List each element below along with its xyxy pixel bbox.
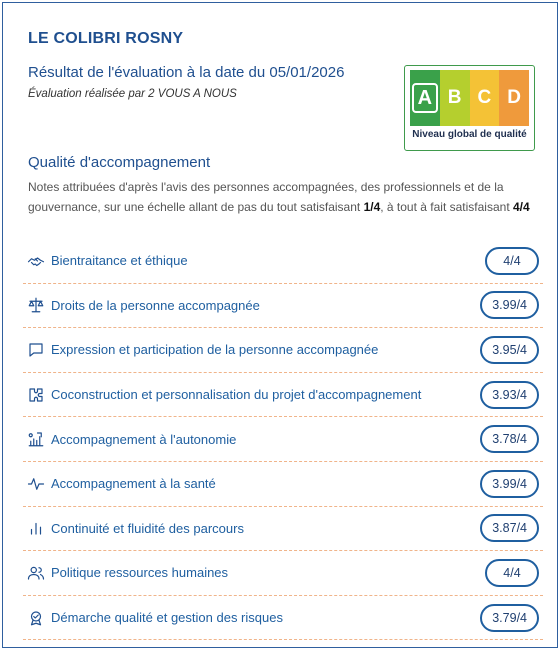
puzzle-icon xyxy=(23,386,51,404)
criterion-row[interactable] xyxy=(23,239,543,284)
quality-level-badge xyxy=(404,65,535,151)
criterion-label: Accompagnement à la santé xyxy=(51,476,216,492)
criterion-row[interactable] xyxy=(23,417,543,462)
heartbeat-icon xyxy=(23,475,51,493)
bar-chart-icon xyxy=(23,519,51,537)
evaluation-card xyxy=(2,2,558,648)
establishment-title: LE COLIBRI ROSNY xyxy=(28,30,184,47)
growth-chart-icon xyxy=(23,430,51,448)
criterion-label: Accompagnement à l'autonomie xyxy=(51,431,237,447)
badge-label: Niveau global de qualité xyxy=(412,129,527,140)
criterion-label: Bientraitance et éthique xyxy=(51,253,188,269)
criterion-row[interactable] xyxy=(23,462,543,507)
evaluator: Évaluation réalisée par 2 VOUS A NOUS xyxy=(28,88,237,100)
score-badge: 4/4 xyxy=(485,559,539,587)
criterion-row[interactable] xyxy=(23,507,543,552)
criterion-row[interactable] xyxy=(23,284,543,329)
handshake-icon xyxy=(23,252,51,270)
criterion-row[interactable] xyxy=(23,328,543,373)
section-description: Notes attribuées d'après l'avis des personnes accompagnées, des professionnels et de la gouvernance, sur une échelle allant de pas du tout satisfaisant 1/4, à tout à fait satisfaisant 4/4 xyxy=(28,180,530,214)
grade-a: A xyxy=(410,70,440,126)
criteria-list xyxy=(23,239,543,640)
grade-c: C xyxy=(470,70,500,126)
section-title: Qualité d'accompagnement xyxy=(28,154,211,171)
score-badge: 4/4 xyxy=(485,247,539,275)
max-score: 4/4 xyxy=(513,200,530,214)
quality-medal-icon xyxy=(23,609,51,627)
people-icon xyxy=(23,564,51,582)
criterion-label: Droits de la personne accompagnée xyxy=(51,297,260,313)
criterion-label: Expression et participation de la personne accompagnée xyxy=(51,342,379,358)
scales-icon xyxy=(23,296,51,314)
score-badge: 3.79/4 xyxy=(480,604,539,632)
evaluation-date: Résultat de l'évaluation à la date du 05/01/2026 xyxy=(28,64,345,81)
criterion-row[interactable] xyxy=(23,596,543,641)
grade-scale xyxy=(410,70,529,126)
score-badge: 3.99/4 xyxy=(480,291,539,319)
min-score: 1/4 xyxy=(363,200,381,214)
grade-b: B xyxy=(440,70,470,126)
speech-bubble-icon xyxy=(23,341,51,359)
score-badge: 3.87/4 xyxy=(480,514,539,542)
criterion-row[interactable] xyxy=(23,551,543,596)
criterion-label: Démarche qualité et gestion des risques xyxy=(51,610,283,626)
criterion-label: Politique ressources humaines xyxy=(51,565,229,581)
criterion-label: Coconstruction et personnalisation du projet d'accompagnement xyxy=(51,387,422,403)
score-badge: 3.93/4 xyxy=(480,381,539,409)
score-badge: 3.95/4 xyxy=(480,336,539,364)
criterion-row[interactable] xyxy=(23,373,543,418)
score-badge: 3.78/4 xyxy=(480,425,539,453)
score-badge: 3.99/4 xyxy=(480,470,539,498)
criterion-label: Continuité et fluidité des parcours xyxy=(51,520,244,536)
grade-d: D xyxy=(499,70,529,126)
